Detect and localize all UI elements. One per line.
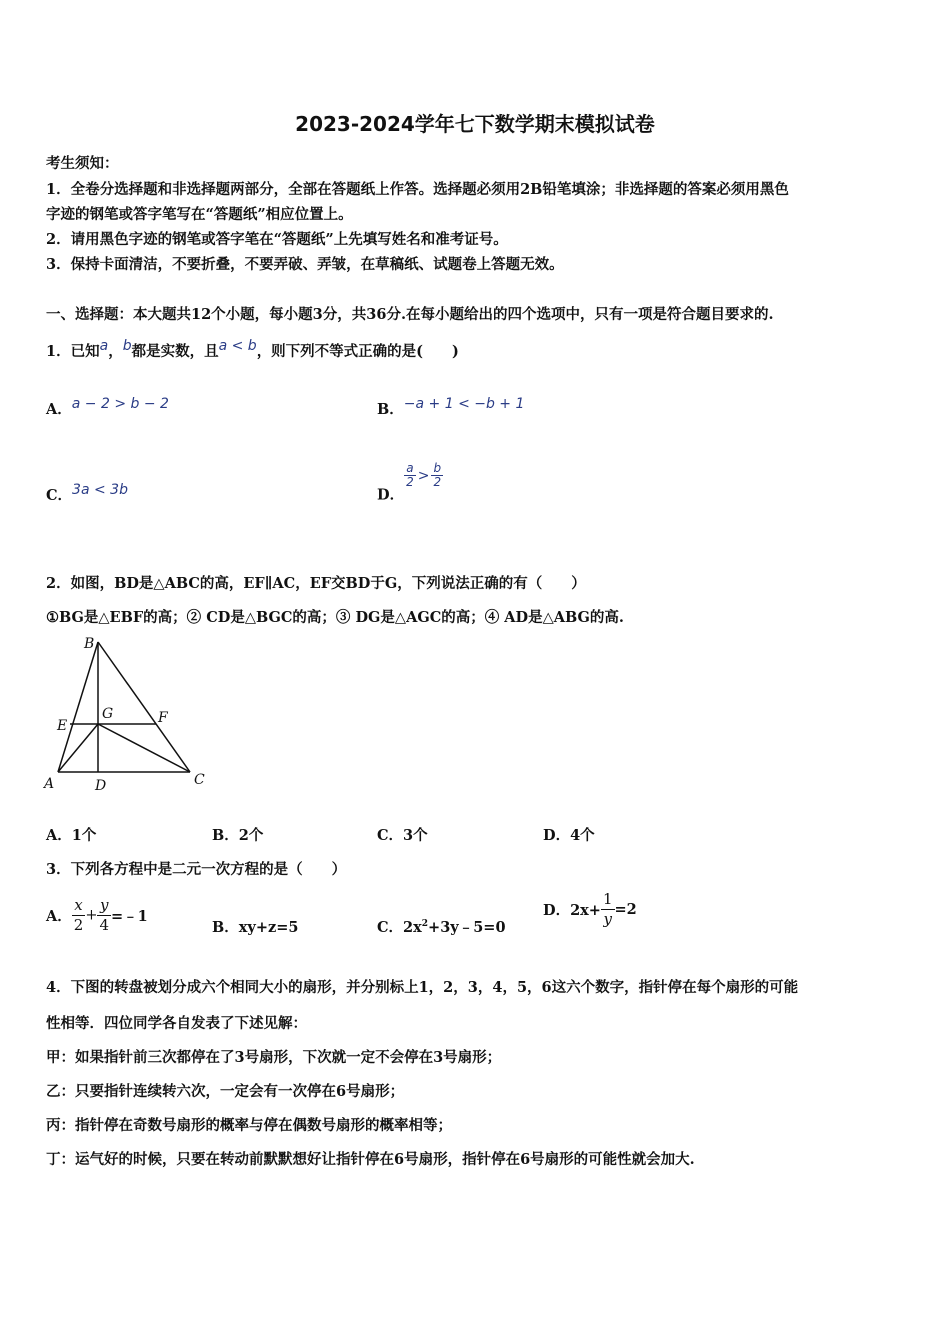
page-title: 2023-2024学年七下数学期末模拟试卷 <box>295 112 655 136</box>
option-label: A． <box>46 401 72 418</box>
q3-option-d <box>543 890 637 929</box>
q1-var-a: a <box>99 338 109 354</box>
question-3-stem: 3．下列各方程中是二元一次方程的是（ ） <box>46 861 347 878</box>
option-label: A． <box>46 907 72 925</box>
equation-rest: =﹣1 <box>111 907 148 925</box>
q1-sep: ， <box>108 343 123 360</box>
q1-suffix: ，则下列不等式正确的是( ) <box>256 343 459 360</box>
fraction-b-over-2: $\frac{b}{2}$ <box>433 461 442 490</box>
option-expression: a − 2 > b − 2 <box>71 396 169 412</box>
question-1-stem <box>46 338 459 361</box>
label-f: F <box>158 710 168 726</box>
segment-gc <box>98 724 190 772</box>
question-4-line: 甲：如果指针前三次都停在了3号扇形，下次就一定不会停在3号扇形； <box>46 1049 502 1066</box>
label-b: B <box>84 636 95 652</box>
q2-option-d: D．4个 <box>543 827 595 844</box>
notice-heading: 考生须知： <box>46 155 119 172</box>
notice-item: 字迹的钢笔或答字笔写在“答题纸”相应位置上。 <box>46 206 353 223</box>
option-label: B． <box>377 401 404 418</box>
segment-ba <box>58 642 98 772</box>
q1-option-a <box>46 396 169 419</box>
label-a: A <box>44 776 55 792</box>
q1-option-d <box>377 462 443 505</box>
fraction-y-over-4: $\frac{y}{4}$ <box>99 896 110 934</box>
section-heading: 一、选择题：本大题共12个小题，每小题3分，共36分.在每小题给出的四个选项中，只有一项是符合题目要求的. <box>46 306 774 323</box>
label-c: C <box>194 772 205 788</box>
option-text: C．2x <box>377 919 422 936</box>
q3-option-a <box>46 896 148 935</box>
option-label: D． <box>377 486 405 504</box>
question-4-line: 乙：只要指针连续转六次，一定会有一次停在6号扇形； <box>46 1083 405 1100</box>
q1-mid: 都是实数，且 <box>131 343 219 360</box>
q3-option-b: B．xy+z=5 <box>212 919 299 936</box>
fraction-x-over-2: $\frac{x}{2}$ <box>73 896 84 934</box>
question-4-line: 丁：运气好的时候，只要在转动前默默想好让指针停在6号扇形，指针停在6号扇形的可能性就会加大. <box>46 1151 695 1168</box>
notice-item: 1．全卷分选择题和非选择题两部分，全部在答题纸上作答。选择题必须用2B铅笔填涂；非选择题的答案必须用黑色 <box>46 181 789 198</box>
label-d: D <box>95 778 107 794</box>
fraction-a-over-2: $\frac{a}{2}$ <box>406 461 414 490</box>
plus-sign: + <box>85 907 98 924</box>
option-text: +3y﹣5=0 <box>428 919 506 936</box>
notice-item: 2．请用黑色字迹的钢笔或答字笔在“答题纸”上先填写姓名和准考证号。 <box>46 231 508 248</box>
q1-option-c <box>46 482 128 505</box>
q3-option-c <box>377 916 506 937</box>
notice-item: 3．保持卡面清洁，不要折叠，不要弄破、弄皱，在草稿纸、试题卷上答题无效。 <box>46 256 564 273</box>
q1-var-b: b <box>122 338 132 354</box>
question-2-statements: ①BG是△EBF的高；② CD是△BGC的高；③ DG是△AGC的高；④ AD是△ABG的高. <box>46 609 624 626</box>
label-e: E <box>57 718 68 734</box>
option-text: D．2x+ <box>543 901 601 919</box>
q1-option-b <box>377 396 524 419</box>
fraction-1-over-y: $\frac{1}{y}$ <box>602 890 613 928</box>
q2-option-a: A．1个 <box>46 827 97 844</box>
q2-option-b: B．2个 <box>212 827 264 844</box>
q1-condition: a < b <box>218 338 257 354</box>
question-4-line: 丙：指针停在奇数号扇形的概率与停在偶数号扇形的概率相等； <box>46 1117 452 1134</box>
q1-prefix: 1．已知 <box>46 343 100 360</box>
option-expression: 3a < 3b <box>72 482 128 498</box>
label-g: G <box>102 706 114 722</box>
option-expression: −a + 1 < −b + 1 <box>403 396 525 412</box>
q2-option-c: C．3个 <box>377 827 428 844</box>
option-text: =2 <box>614 900 637 918</box>
triangle-figure <box>40 632 215 794</box>
option-label: C． <box>46 487 73 504</box>
superscript: 2 <box>421 919 429 930</box>
question-4-line: 4．下图的转盘被划分成六个相同大小的扇形，并分别标上1，2，3，4，5，6这六个数字，指针停在每个扇形的可能 <box>46 979 799 996</box>
question-2-stem: 2．如图，BD是△ABC的高，EF∥AC，EF交BD于G，下列说法正确的有（ ） <box>46 575 586 592</box>
greater-than-sign: > <box>417 467 430 484</box>
question-4-line: 性相等．四位同学各自发表了下述见解： <box>46 1015 307 1032</box>
